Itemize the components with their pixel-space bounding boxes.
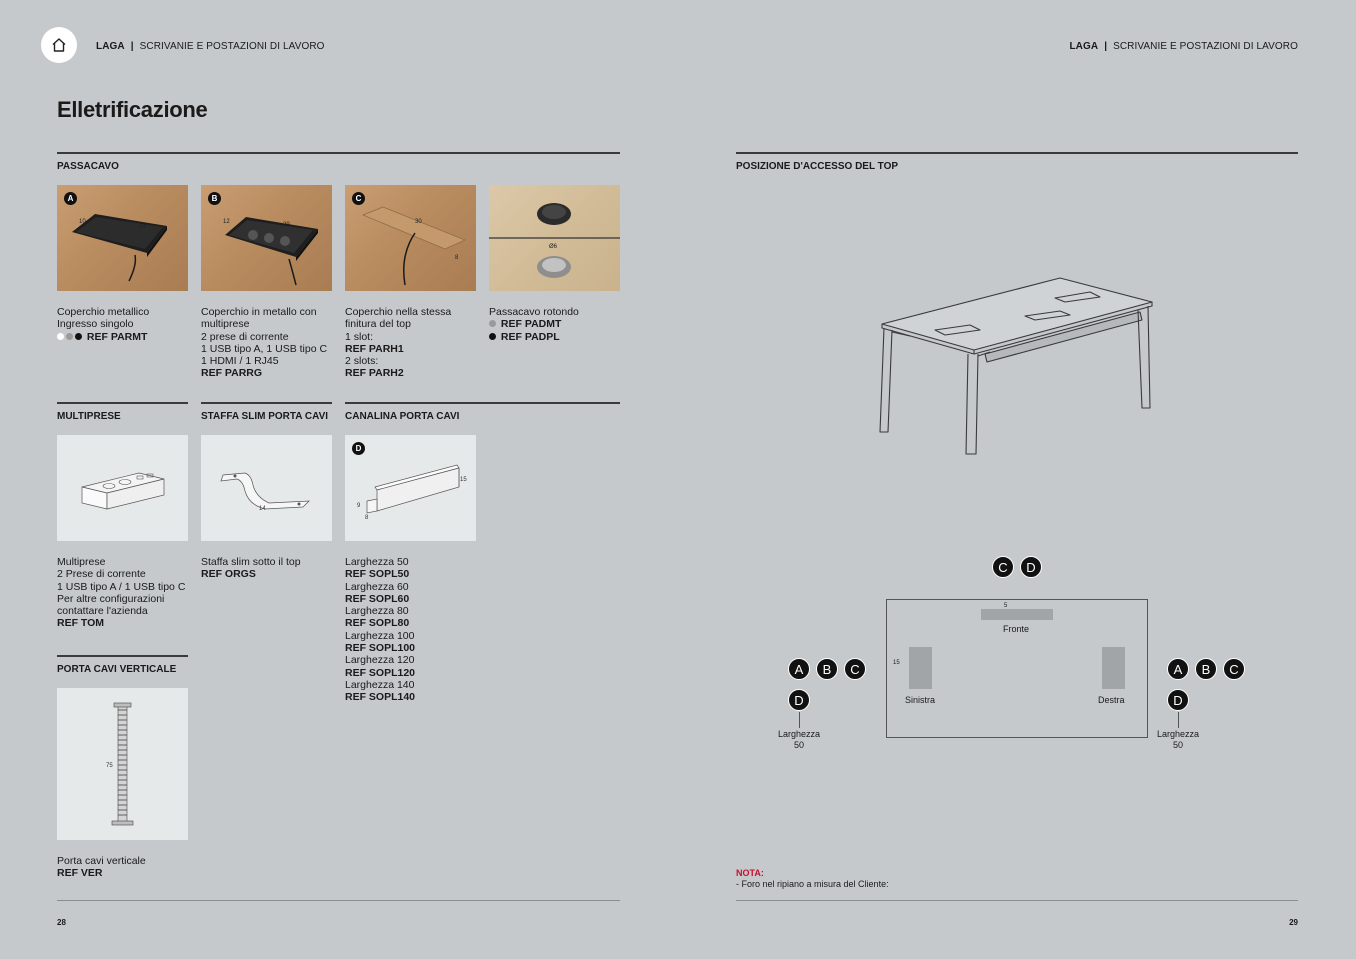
ref-code: REF PADPL bbox=[500, 330, 560, 343]
desc-line: Porta cavi verticale bbox=[57, 855, 146, 867]
passacavo-round-image bbox=[489, 185, 620, 291]
desc-line: Coperchio nella stessa bbox=[345, 306, 452, 318]
passacavo-a-desc bbox=[57, 306, 149, 343]
porta-cavi-image bbox=[57, 688, 188, 840]
dim-label: 75 bbox=[106, 763, 113, 769]
ref-code: REF PADMT bbox=[500, 318, 562, 331]
fronte-label: Fronte bbox=[1003, 624, 1030, 634]
ref-code: REF SOPL80 bbox=[345, 617, 410, 630]
page-number-left: 28 bbox=[57, 918, 66, 927]
porta-cavi-desc bbox=[57, 855, 146, 880]
porta-cavi-title: PORTA CAVI VERTICALE bbox=[57, 664, 177, 675]
ref-code: REF TOM bbox=[57, 617, 105, 630]
badge-left-a: A bbox=[788, 658, 810, 680]
dim-label: 15 bbox=[893, 660, 900, 666]
page-number-right: 29 bbox=[1289, 918, 1298, 927]
desc-line: 2 Prese di corrente bbox=[57, 568, 146, 581]
dim-label: 29 bbox=[283, 222, 290, 228]
multiprese-image bbox=[57, 435, 188, 541]
badge-a: A bbox=[64, 192, 77, 205]
badge-d: D bbox=[352, 442, 365, 455]
ref-line bbox=[489, 318, 579, 330]
page-title: Elletrificazione bbox=[57, 97, 208, 122]
desc-line: Larghezza 100 bbox=[345, 629, 415, 642]
desc-line: contattare l'azienda bbox=[57, 605, 148, 618]
desc-line: Staffa slim sotto il top bbox=[201, 556, 301, 568]
canalina-title: CANALINA PORTA CAVI bbox=[345, 411, 460, 422]
leader-line bbox=[1178, 712, 1179, 728]
dim-label: 5 bbox=[1004, 603, 1008, 609]
dim-label: 12 bbox=[223, 219, 230, 225]
larghezza-value: 50 bbox=[794, 740, 805, 750]
larghezza-value: 50 bbox=[1173, 740, 1184, 750]
larghezza-label: Larghezza bbox=[1157, 729, 1200, 739]
desc-line: Per altre configurazioni bbox=[57, 592, 165, 605]
desc-line: Coperchio metallico bbox=[57, 306, 150, 318]
passacavo-b-image bbox=[201, 185, 332, 291]
badge-left-b: B bbox=[816, 658, 838, 680]
header-right bbox=[1069, 41, 1298, 52]
desc-line: Larghezza 140 bbox=[345, 678, 415, 691]
white-swatch bbox=[57, 333, 64, 340]
badge-top-c: C bbox=[992, 556, 1014, 578]
header-brand: LAGA bbox=[1069, 41, 1099, 52]
nota-text: - Foro nel ripiano a misura del Cliente: bbox=[736, 879, 889, 889]
dim-label: 10 bbox=[79, 219, 86, 225]
badge-b: B bbox=[208, 192, 221, 205]
header-separator: | bbox=[1104, 41, 1108, 52]
dim-label: 14 bbox=[259, 506, 266, 512]
ref-code: REF PARRG bbox=[201, 367, 263, 380]
dim-label: 8 bbox=[365, 515, 369, 521]
desc-line: Passacavo rotondo bbox=[489, 306, 579, 318]
grey-swatch bbox=[66, 333, 73, 340]
desc-line: 2 prese di corrente bbox=[201, 330, 289, 343]
ref-code: REF SOPL140 bbox=[345, 691, 416, 704]
badge-right-b: B bbox=[1195, 658, 1217, 680]
section-rule bbox=[57, 655, 188, 657]
ref-code: REF PARMT bbox=[86, 330, 148, 343]
section-rule bbox=[57, 402, 188, 404]
badge-left-c: C bbox=[844, 658, 866, 680]
destra-label: Destra bbox=[1098, 695, 1125, 705]
dim-label: 15 bbox=[460, 477, 467, 483]
ref-code: REF VER bbox=[57, 867, 103, 880]
sinistra-label: Sinistra bbox=[905, 695, 936, 705]
desc-line: multiprese bbox=[201, 318, 250, 331]
larghezza-left bbox=[778, 729, 820, 751]
dim-label: Ø6 bbox=[549, 244, 558, 250]
ref-code: REF PARH1 bbox=[345, 342, 404, 355]
desc-line: 1 USB tipo A, 1 USB tipo C bbox=[201, 342, 328, 355]
dim-label: 24 bbox=[139, 224, 146, 230]
passacavo-title: PASSACAVO bbox=[57, 161, 119, 172]
dim-label: 30 bbox=[415, 219, 422, 225]
leader-line bbox=[799, 712, 800, 728]
desc-line: 1 USB tipo A / 1 USB tipo C bbox=[57, 580, 186, 593]
badge-top-d: D bbox=[1020, 556, 1042, 578]
desc-line: Ingresso singolo bbox=[57, 318, 134, 331]
ref-code: REF SOPL60 bbox=[345, 592, 410, 605]
desc-line: 1 HDMI / 1 RJ45 bbox=[201, 355, 279, 368]
header-section: SCRIVANIE E POSTAZIONI DI LAVORO bbox=[1113, 41, 1298, 52]
footer-rule bbox=[736, 900, 1298, 901]
nota-label: NOTA: bbox=[736, 868, 764, 878]
dim-label: 9 bbox=[357, 503, 361, 509]
desc-line: 1 slot: bbox=[345, 330, 374, 343]
badge-right-c: C bbox=[1223, 658, 1245, 680]
ref-line bbox=[489, 331, 579, 343]
grey-swatch bbox=[489, 320, 496, 327]
larghezza-right bbox=[1157, 729, 1199, 751]
desc-line: finitura del top bbox=[345, 318, 411, 331]
header-brand: LAGA bbox=[96, 41, 125, 52]
posizione-title: POSIZIONE D'ACCESSO DEL TOP bbox=[736, 161, 899, 172]
black-swatch bbox=[489, 333, 496, 340]
section-rule bbox=[736, 152, 1298, 154]
header-left bbox=[96, 41, 325, 52]
black-swatch bbox=[75, 333, 82, 340]
larghezza-label: Larghezza bbox=[778, 729, 821, 739]
section-rule bbox=[201, 402, 332, 404]
desc-line: Larghezza 50 bbox=[345, 556, 409, 568]
passacavo-round-desc bbox=[489, 306, 579, 343]
passacavo-c-image bbox=[345, 185, 476, 291]
staffa-desc bbox=[201, 556, 301, 581]
home-icon bbox=[51, 37, 67, 53]
desc-line: Larghezza 80 bbox=[345, 605, 409, 618]
ref-code: REF ORGS bbox=[201, 568, 256, 581]
ref-code: REF SOPL50 bbox=[345, 568, 410, 581]
desc-line: 2 slots: bbox=[345, 355, 379, 368]
desc-line: Coperchio in metallo con bbox=[201, 306, 317, 318]
desc-line: Multiprese bbox=[57, 556, 106, 568]
passacavo-c-desc bbox=[345, 306, 451, 380]
section-rule bbox=[345, 402, 620, 404]
header-separator: | bbox=[130, 41, 134, 52]
staffa-image bbox=[201, 435, 332, 541]
passacavo-a-image bbox=[57, 185, 188, 291]
multiprese-title: MULTIPRESE bbox=[57, 411, 121, 422]
ref-code: REF SOPL120 bbox=[345, 666, 416, 679]
badge-right-a: A bbox=[1167, 658, 1189, 680]
footer-rule bbox=[57, 900, 620, 901]
right-access-area bbox=[1102, 647, 1125, 689]
badge-left-d: D bbox=[788, 689, 810, 711]
desc-line: Larghezza 120 bbox=[345, 654, 415, 667]
desc-line: Larghezza 60 bbox=[345, 580, 409, 593]
header-section: SCRIVANIE E POSTAZIONI DI LAVORO bbox=[139, 41, 325, 52]
dim-label: 8 bbox=[455, 255, 459, 261]
staffa-title: STAFFA SLIM PORTA CAVI bbox=[201, 411, 329, 422]
front-access-area bbox=[981, 609, 1053, 620]
badge-right-d: D bbox=[1167, 689, 1189, 711]
table-illustration bbox=[870, 270, 1170, 465]
passacavo-b-desc bbox=[201, 306, 327, 380]
multiprese-desc bbox=[57, 556, 185, 630]
badge-c: C bbox=[352, 192, 365, 205]
ref-code: REF PARH2 bbox=[345, 367, 404, 380]
canalina-desc bbox=[345, 556, 415, 704]
section-rule bbox=[57, 152, 620, 154]
home-button[interactable] bbox=[41, 27, 77, 63]
left-access-area bbox=[909, 647, 932, 689]
ref-code: REF SOPL100 bbox=[345, 642, 416, 655]
ref-line bbox=[57, 331, 149, 343]
canalina-image bbox=[345, 435, 476, 541]
